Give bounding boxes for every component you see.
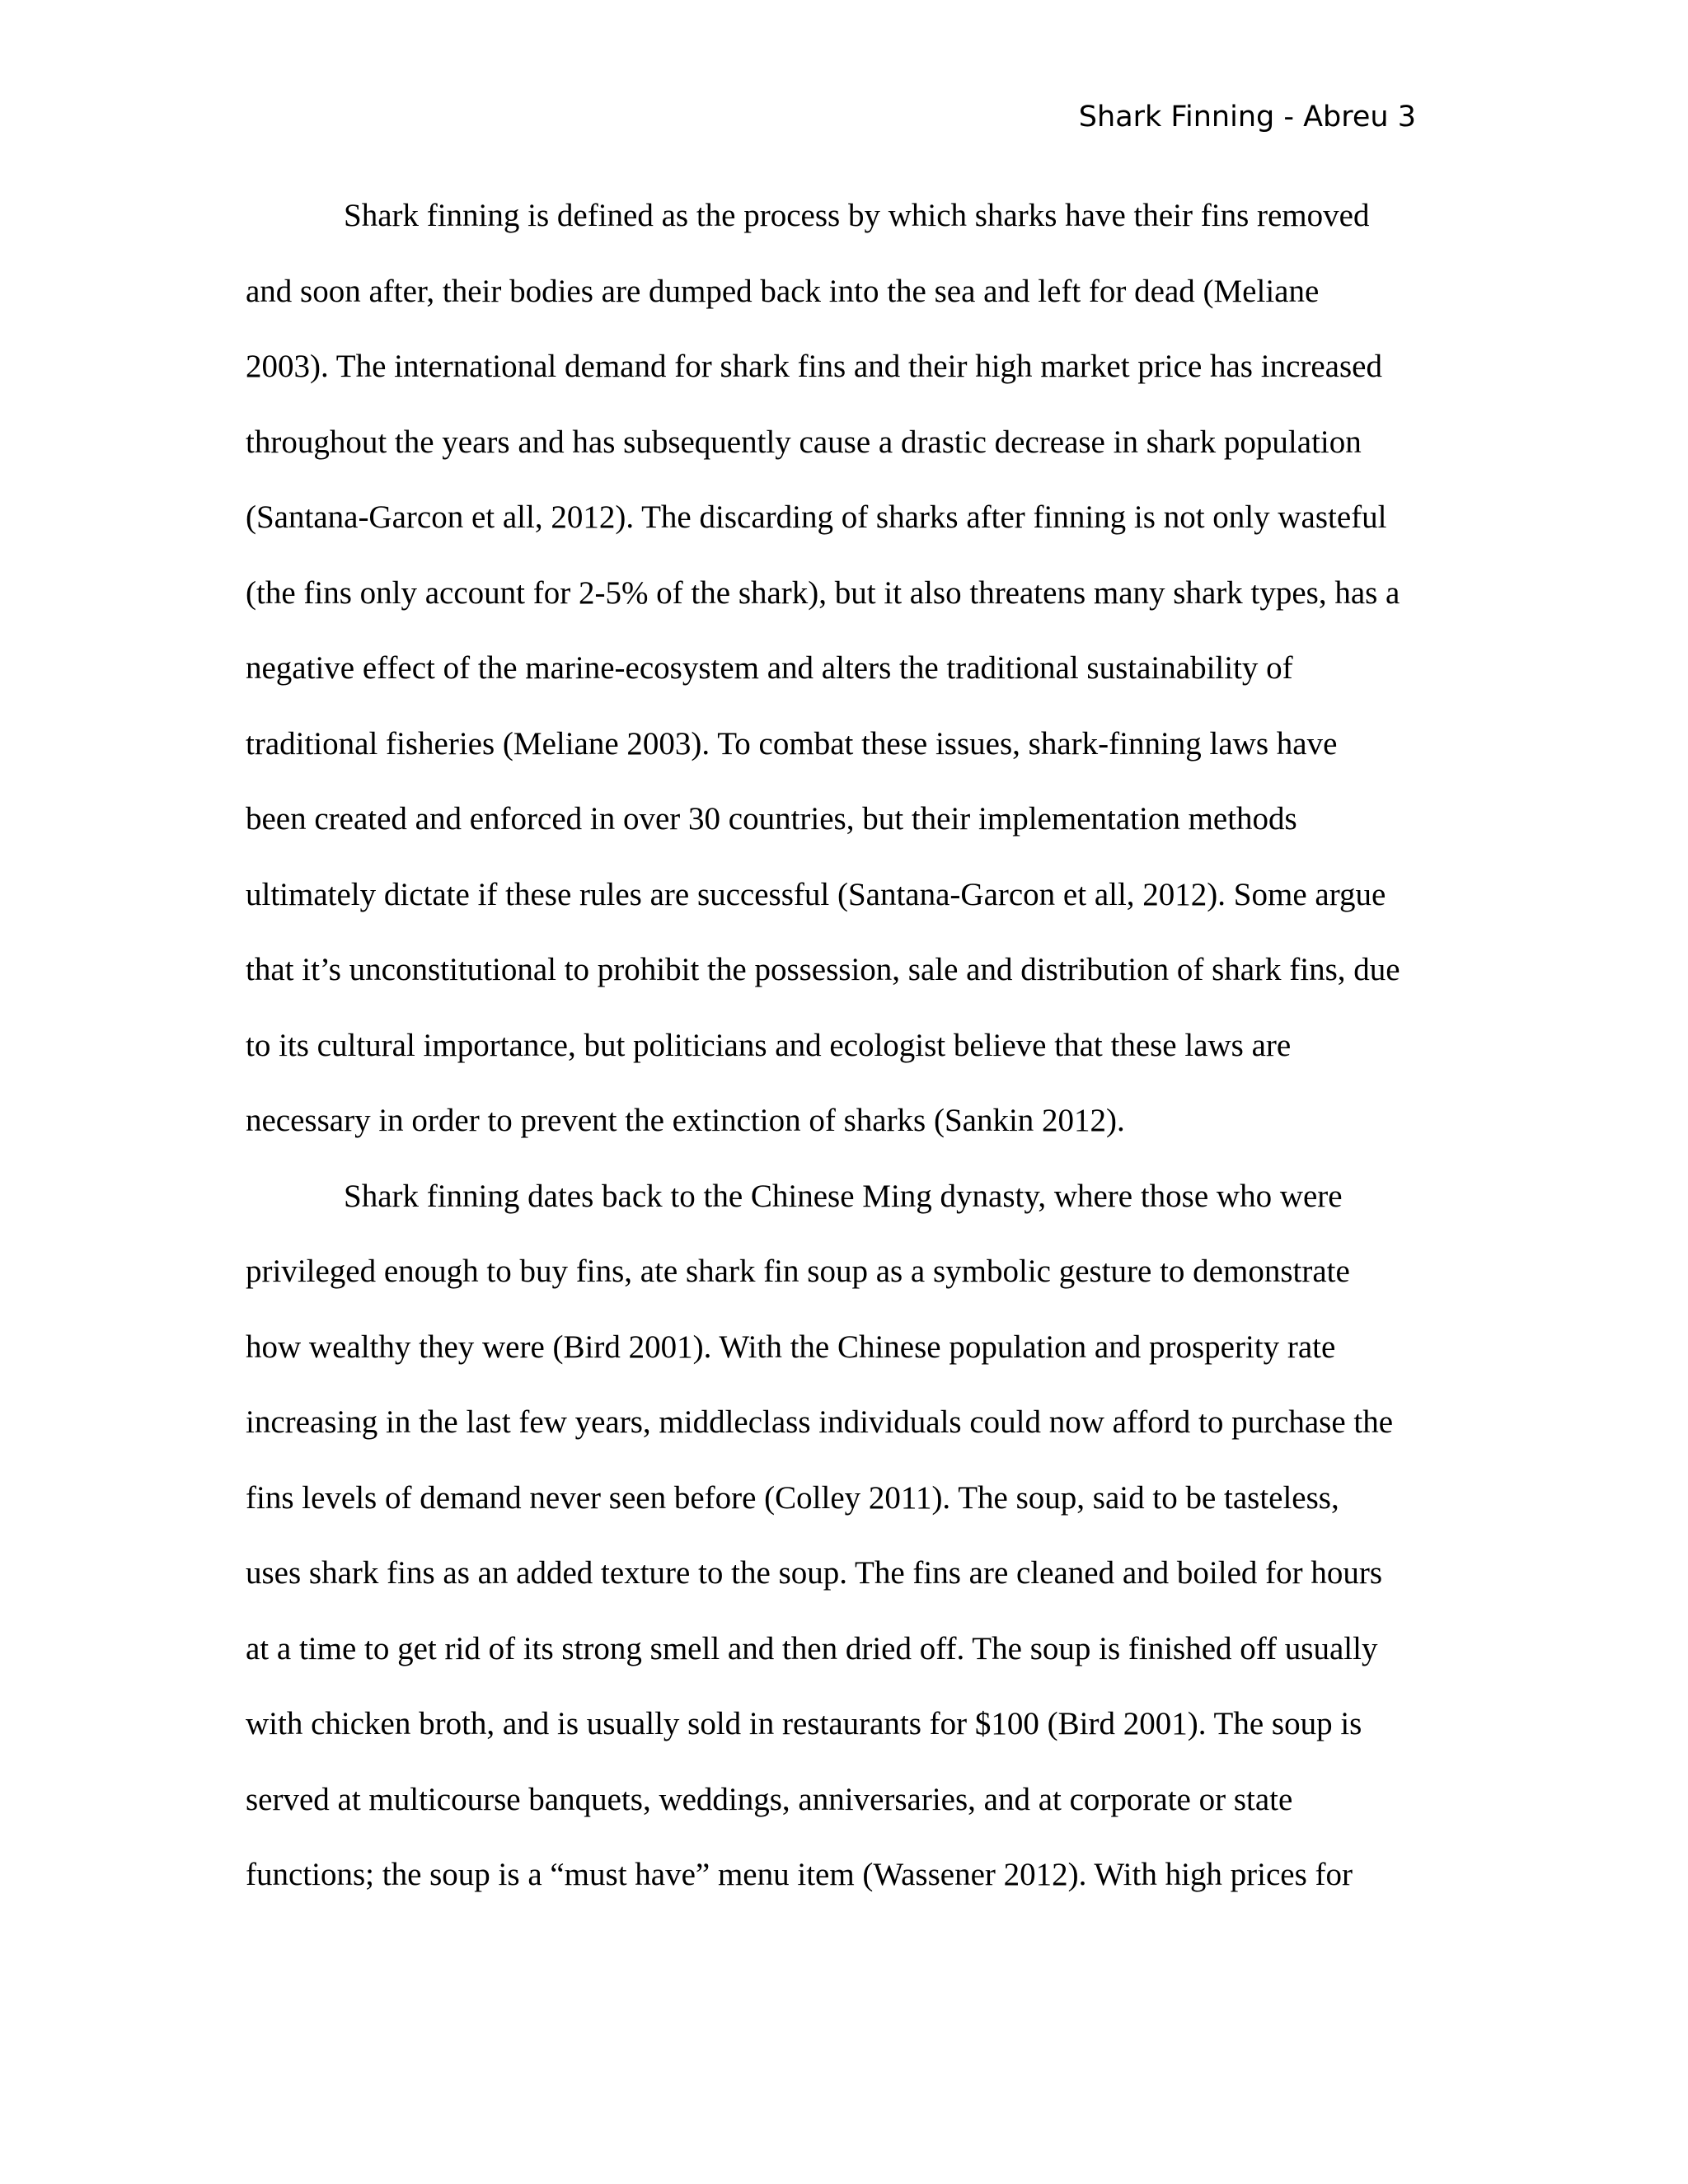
- paragraph: [246, 1175, 1432, 1929]
- text-line: that it’s unconstitutional to prohibit the possession, sale and distribution of shark fins, due: [246, 952, 1400, 987]
- text-line: increasing in the last few years, middleclass individuals could now afford to purchase the: [246, 1404, 1394, 1440]
- running-head: Shark Finning - Abreu 3: [1078, 101, 1416, 134]
- text-line: at a time to get rid of its strong smell and then dried off. The soup is finished off usually: [246, 1630, 1378, 1666]
- text-line: and soon after, their bodies are dumped back into the sea and left for dead (Meliane: [246, 273, 1320, 309]
- text-line: 2003). The international demand for shark fins and their high market price has increased: [246, 349, 1382, 384]
- text-line: ultimately dictate if these rules are successful (Santana-Garcon et all, 2012). Some argue: [246, 876, 1386, 912]
- text-line: (the fins only account for 2-5% of the shark), but it also threatens many shark types, has a: [246, 574, 1400, 611]
- text-line: uses shark fins as an added texture to the soup. The fins are cleaned and boiled for hours: [246, 1555, 1383, 1591]
- text-line: throughout the years and has subsequently cause a drastic decrease in shark population: [246, 424, 1362, 460]
- paragraph: [246, 194, 1432, 1175]
- text-line: traditional fisheries (Meliane 2003). To combat these issues, shark-finning laws have: [246, 725, 1338, 762]
- text-line: with chicken broth, and is usually sold in restaurants for $100 (Bird 2001). The soup is: [246, 1706, 1362, 1741]
- text-line: Shark finning dates back to the Chinese Ming dynasty, where those who were: [344, 1178, 1343, 1214]
- text-line: functions; the soup is a “must have” menu item (Wassener 2012). With high prices for: [246, 1857, 1353, 1892]
- text-line: privileged enough to buy fins, ate shark fin soup as a symbolic gesture to demonstrate: [246, 1254, 1350, 1289]
- text-line: fins levels of demand never seen before (Colley 2011). The soup, said to be tasteless,: [246, 1479, 1339, 1516]
- text-line: (Santana-Garcon et all, 2012). The discarding of sharks after finning is not only wasteful: [246, 499, 1387, 535]
- text-line: how wealthy they were (Bird 2001). With the Chinese population and prosperity rate: [246, 1329, 1336, 1365]
- text-line: been created and enforced in over 30 countries, but their implementation methods: [246, 801, 1297, 837]
- text-line: Shark finning is defined as the process by which sharks have their fins removed: [344, 198, 1370, 233]
- text-line: served at multicourse banquets, weddings, anniversaries, and at corporate or state: [246, 1781, 1293, 1817]
- body-text: [246, 194, 1432, 1929]
- text-line: negative effect of the marine-ecosystem and alters the traditional sustainability of: [246, 650, 1293, 686]
- text-line: to its cultural importance, but politicians and ecologist believe that these laws are: [246, 1027, 1292, 1063]
- text-line: necessary in order to prevent the extinction of sharks (Sankin 2012).: [246, 1103, 1125, 1138]
